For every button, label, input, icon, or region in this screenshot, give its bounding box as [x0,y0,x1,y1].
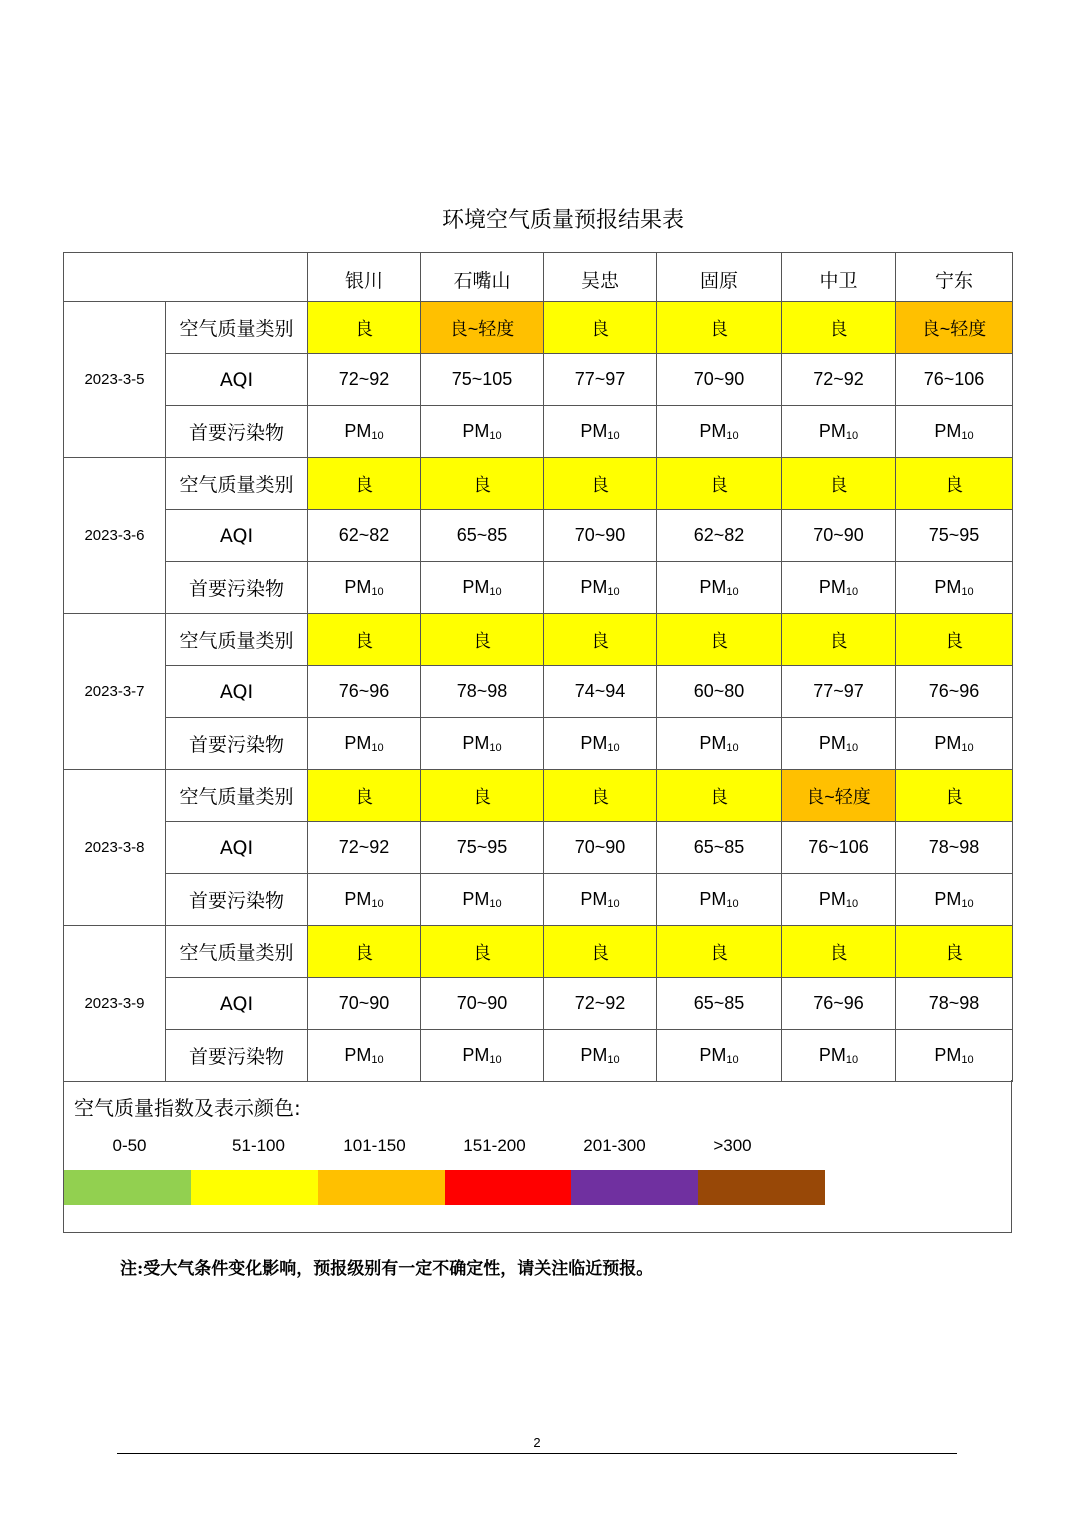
pollutant-name: PM [462,421,490,441]
metric-label: 首要污染物 [166,562,308,614]
pollutant-subscript: 10 [371,898,384,910]
aqi-cell: 72~92 [308,822,421,874]
category-cell: 良 [421,770,544,822]
city-header: 银川 [308,253,421,302]
pollutant-name: PM [818,577,846,597]
forecast-row-category [64,458,1013,510]
category-cell: 良~轻度 [896,302,1013,354]
legend-swatch [445,1170,572,1205]
pollutant-subscript: 10 [961,1054,974,1066]
aqi-cell: 76~106 [782,822,896,874]
aqi-cell: 75~105 [421,354,544,406]
pollutant-subscript: 10 [607,430,620,442]
pollutant-cell [544,1030,657,1082]
aqi-cell: 76~106 [896,354,1013,406]
category-cell: 良 [782,302,896,354]
aqi-cell: 74~94 [544,666,657,718]
aqi-cell: 70~90 [657,354,782,406]
pollutant-subscript: 10 [845,586,859,598]
category-cell: 良 [421,926,544,978]
pollutant-cell [782,406,896,458]
aqi-cell: 77~97 [544,354,657,406]
pollutant-cell [421,718,544,770]
category-cell: 良~轻度 [421,302,544,354]
legend-range-label: 0-50 [112,1136,147,1155]
category-cell: 良 [782,926,896,978]
pollutant-subscript: 10 [845,1054,859,1066]
legend-swatch [64,1170,191,1205]
aqi-legend [63,1080,1012,1233]
metric-label: 首要污染物 [166,874,308,926]
pollutant-name: PM [934,889,962,909]
category-cell: 良 [896,458,1013,510]
pollutant-name: PM [580,421,608,441]
pollutant-cell [421,562,544,614]
pollutant-cell [544,874,657,926]
category-cell: 良 [308,926,421,978]
category-cell: 良 [896,926,1013,978]
pollutant-subscript: 10 [845,742,859,754]
metric-label: 首要污染物 [166,718,308,770]
pollutant-subscript: 10 [489,1054,502,1066]
date-cell: 2023-3-6 [64,458,166,614]
category-cell: 良 [657,458,782,510]
pollutant-name: PM [699,733,727,753]
pollutant-subscript: 10 [726,742,739,754]
aqi-cell: 70~90 [308,978,421,1030]
category-cell: 良 [657,614,782,666]
pollutant-name: PM [344,889,372,909]
pollutant-name: PM [462,889,490,909]
date-cell: 2023-3-8 [64,770,166,926]
metric-label: AQI [166,354,308,406]
aqi-cell: 70~90 [544,822,657,874]
aqi-cell: 76~96 [896,666,1013,718]
forecast-row-pollutant [64,718,1013,770]
metric-label: AQI [166,822,308,874]
forecast-row-aqi [64,510,1013,562]
city-header: 宁东 [896,253,1013,302]
forecast-note: 注:受大气条件变化影响，预报级别有一定不确定性，请关注临近预报。 [120,1259,654,1279]
pollutant-cell [896,874,1013,926]
forecast-row-category [64,614,1013,666]
category-cell: 良~轻度 [782,770,896,822]
legend-title: 空气质量指数及表示颜色: [74,1096,301,1120]
aqi-cell: 65~85 [421,510,544,562]
forecast-table-body [64,253,1013,1082]
metric-label: 空气质量类别 [166,926,308,978]
corner-cell [64,253,308,302]
pollutant-cell [308,718,421,770]
legend-range-label: 51-100 [232,1136,285,1155]
pollutant-subscript: 10 [489,898,502,910]
legend-swatch [571,1170,698,1205]
category-cell: 良 [308,458,421,510]
header-row [64,253,1013,302]
legend-swatch [191,1170,318,1205]
pollutant-name: PM [580,1045,608,1065]
metric-label: 首要污染物 [166,406,308,458]
pollutant-subscript: 10 [371,1054,384,1066]
pollutant-name: PM [699,1045,727,1065]
pollutant-name: PM [580,577,608,597]
metric-label: 空气质量类别 [166,302,308,354]
metric-label: AQI [166,510,308,562]
category-cell: 良 [544,770,657,822]
pollutant-name: PM [818,1045,846,1065]
pollutant-subscript: 10 [726,1054,739,1066]
pollutant-name: PM [934,1045,962,1065]
pollutant-cell [308,562,421,614]
pollutant-name: PM [344,1045,372,1065]
pollutant-cell [421,406,544,458]
metric-label: AQI [166,978,308,1030]
pollutant-name: PM [344,421,372,441]
pollutant-cell [657,562,782,614]
pollutant-subscript: 10 [489,430,502,442]
date-cell: 2023-3-9 [64,926,166,1082]
forecast-row-aqi [64,822,1013,874]
forecast-table [63,252,1013,1082]
category-cell: 良 [896,614,1013,666]
legend-swatch [698,1170,825,1205]
pollutant-cell [657,406,782,458]
pollutant-name: PM [818,421,846,441]
pollutant-name: PM [934,577,962,597]
city-header: 吴忠 [544,253,657,302]
legend-swatch [318,1170,445,1205]
category-cell: 良 [421,458,544,510]
pollutant-cell [308,874,421,926]
forecast-row-pollutant [64,874,1013,926]
aqi-cell: 77~97 [782,666,896,718]
pollutant-subscript: 10 [489,742,502,754]
pollutant-subscript: 10 [961,586,974,598]
metric-label: 空气质量类别 [166,458,308,510]
aqi-cell: 65~85 [657,978,782,1030]
pollutant-name: PM [462,733,490,753]
aqi-cell: 62~82 [657,510,782,562]
forecast-row-pollutant [64,562,1013,614]
aqi-cell: 76~96 [308,666,421,718]
aqi-cell: 75~95 [421,822,544,874]
category-cell: 良 [544,926,657,978]
date-cell: 2023-3-5 [64,302,166,458]
aqi-cell: 78~98 [896,978,1013,1030]
pollutant-name: PM [818,889,846,909]
pollutant-name: PM [699,889,727,909]
pollutant-name: PM [934,733,962,753]
metric-label: 首要污染物 [166,1030,308,1082]
aqi-cell: 62~82 [308,510,421,562]
category-cell: 良 [896,770,1013,822]
pollutant-name: PM [344,733,372,753]
pollutant-cell [657,718,782,770]
metric-label: AQI [166,666,308,718]
forecast-row-aqi [64,666,1013,718]
legend-range-label: 151-200 [463,1136,526,1155]
pollutant-subscript: 10 [607,586,620,598]
forecast-row-aqi [64,354,1013,406]
page-number: 2 [533,1435,541,1450]
pollutant-subscript: 10 [726,898,739,910]
pollutant-cell [896,406,1013,458]
pollutant-subscript: 10 [607,1054,620,1066]
pollutant-cell [544,406,657,458]
aqi-cell: 60~80 [657,666,782,718]
aqi-cell: 72~92 [544,978,657,1030]
category-cell: 良 [782,458,896,510]
city-header: 中卫 [782,253,896,302]
pollutant-subscript: 10 [607,898,620,910]
date-cell: 2023-3-7 [64,614,166,770]
pollutant-cell [421,1030,544,1082]
pollutant-name: PM [462,1045,490,1065]
legend-range-label: >300 [713,1136,752,1155]
category-cell: 良 [308,614,421,666]
pollutant-cell [896,718,1013,770]
metric-label: 空气质量类别 [166,770,308,822]
pollutant-subscript: 10 [961,742,974,754]
pollutant-cell [782,718,896,770]
legend-range-label: 101-150 [343,1136,406,1155]
category-cell: 良 [544,614,657,666]
aqi-cell: 76~96 [782,978,896,1030]
category-cell: 良 [657,770,782,822]
footer-divider [117,1453,957,1454]
pollutant-subscript: 10 [371,430,384,442]
pollutant-subscript: 10 [845,430,859,442]
pollutant-cell [782,562,896,614]
pollutant-name: PM [580,889,608,909]
aqi-cell: 72~92 [782,354,896,406]
category-cell: 良 [544,302,657,354]
forecast-row-pollutant [64,406,1013,458]
aqi-cell: 72~92 [308,354,421,406]
pollutant-subscript: 10 [726,586,739,598]
aqi-cell: 65~85 [657,822,782,874]
pollutant-subscript: 10 [489,586,502,598]
pollutant-cell [544,718,657,770]
pollutant-subscript: 10 [607,742,620,754]
pollutant-cell [308,1030,421,1082]
pollutant-cell [544,562,657,614]
aqi-cell: 70~90 [782,510,896,562]
pollutant-subscript: 10 [961,430,974,442]
city-header: 固原 [657,253,782,302]
pollutant-cell [782,874,896,926]
category-cell: 良 [421,614,544,666]
category-cell: 良 [657,302,782,354]
forecast-row-category [64,302,1013,354]
pollutant-name: PM [934,421,962,441]
pollutant-subscript: 10 [961,898,974,910]
legend-range-label: 201-300 [583,1136,646,1155]
pollutant-subscript: 10 [726,430,739,442]
page-title: 环境空气质量预报结果表 [441,208,684,233]
pollutant-cell [896,1030,1013,1082]
aqi-cell: 78~98 [421,666,544,718]
pollutant-subscript: 10 [845,898,859,910]
aqi-cell: 70~90 [544,510,657,562]
category-cell: 良 [308,770,421,822]
pollutant-cell [421,874,544,926]
pollutant-name: PM [462,577,490,597]
pollutant-name: PM [580,733,608,753]
pollutant-name: PM [818,733,846,753]
pollutant-subscript: 10 [371,742,384,754]
category-cell: 良 [657,926,782,978]
pollutant-cell [657,1030,782,1082]
category-cell: 良 [782,614,896,666]
pollutant-name: PM [699,421,727,441]
pollutant-cell [308,406,421,458]
pollutant-subscript: 10 [371,586,384,598]
forecast-row-category [64,926,1013,978]
pollutant-cell [896,562,1013,614]
city-header: 石嘴山 [421,253,544,302]
category-cell: 良 [544,458,657,510]
pollutant-name: PM [699,577,727,597]
forecast-row-pollutant [64,1030,1013,1082]
pollutant-name: PM [344,577,372,597]
pollutant-cell [782,1030,896,1082]
aqi-cell: 75~95 [896,510,1013,562]
metric-label: 空气质量类别 [166,614,308,666]
pollutant-cell [657,874,782,926]
forecast-row-category [64,770,1013,822]
aqi-cell: 70~90 [421,978,544,1030]
category-cell: 良 [308,302,421,354]
forecast-row-aqi [64,978,1013,1030]
aqi-cell: 78~98 [896,822,1013,874]
